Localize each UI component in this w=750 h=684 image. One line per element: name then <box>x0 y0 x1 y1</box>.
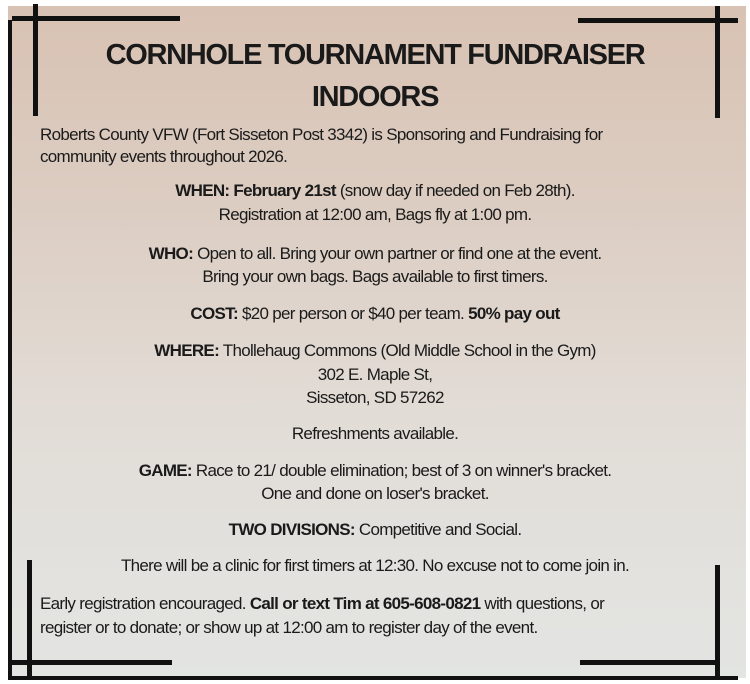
clinic-line: There will be a clinic for first timers at 12:30. No excuse not to come join in. <box>120 556 630 575</box>
divisions-label: TWO DIVISIONS: <box>228 520 355 539</box>
divisions-text: Competitive and Social. <box>354 520 522 539</box>
game-label: GAME: <box>138 461 192 480</box>
corner-bracket-tr-h <box>578 18 738 23</box>
corner-bracket-br-h <box>580 660 720 665</box>
when-line-2: Registration at 12:00 am, Bags fly at 1:00 pm. <box>218 205 532 224</box>
divisions-line <box>0 519 750 541</box>
where-text: Thollehaug Commons (Old Middle School in the Gym) <box>219 341 596 360</box>
game-line <box>0 460 750 482</box>
bottom-edge <box>8 676 738 680</box>
who-line <box>0 243 750 265</box>
cost-line <box>0 303 750 325</box>
who-text: Open to all. Bring your own partner or find one at the event. <box>193 244 602 263</box>
who-line-2: Bring your own bags. Bags available to first timers. <box>202 267 548 286</box>
when-date: February 21st <box>233 181 336 200</box>
where-label: WHERE: <box>154 341 220 360</box>
where-city: Sisseton, SD 57262 <box>306 388 444 407</box>
intro-line-1: Roberts County VFW (Fort Sisseton Post 3342) is Sponsoring and Fundraising for <box>40 125 603 144</box>
contact-post: with questions, or <box>480 594 605 613</box>
intro-line-2: community events throughout 2026. <box>40 147 288 166</box>
when-note: (snow day if needed on Feb 28th). <box>335 181 575 200</box>
refreshments: Refreshments available. <box>291 424 459 443</box>
when-label: WHEN: <box>175 181 230 200</box>
contact-line <box>40 593 604 615</box>
contact-pre: Early registration encouraged. <box>40 594 250 613</box>
cost-label: COST: <box>190 304 238 323</box>
corner-bracket-bl-h <box>8 660 172 665</box>
where-line <box>0 340 750 362</box>
flyer-title: CORNHOLE TOURNAMENT FUNDRAISER <box>105 39 645 71</box>
where-street: 302 E. Maple St, <box>317 365 433 384</box>
cost-text: $20 per person or $40 per team. <box>237 304 469 323</box>
game-text: Race to 21/ double elimination; best of 3 on winner's bracket. <box>191 461 612 480</box>
who-label: WHO: <box>148 244 194 263</box>
when-line <box>0 180 750 202</box>
contact-line-2: register or to donate; or show up at 12:00 am to register day of the event. <box>40 618 538 637</box>
flyer-subtitle: INDOORS <box>311 81 439 113</box>
contact-phone: Call or text Tim at 605-608-0821 <box>249 594 481 613</box>
cost-payout: 50% pay out <box>468 304 560 323</box>
game-line-2: One and done on loser's bracket. <box>261 484 489 503</box>
